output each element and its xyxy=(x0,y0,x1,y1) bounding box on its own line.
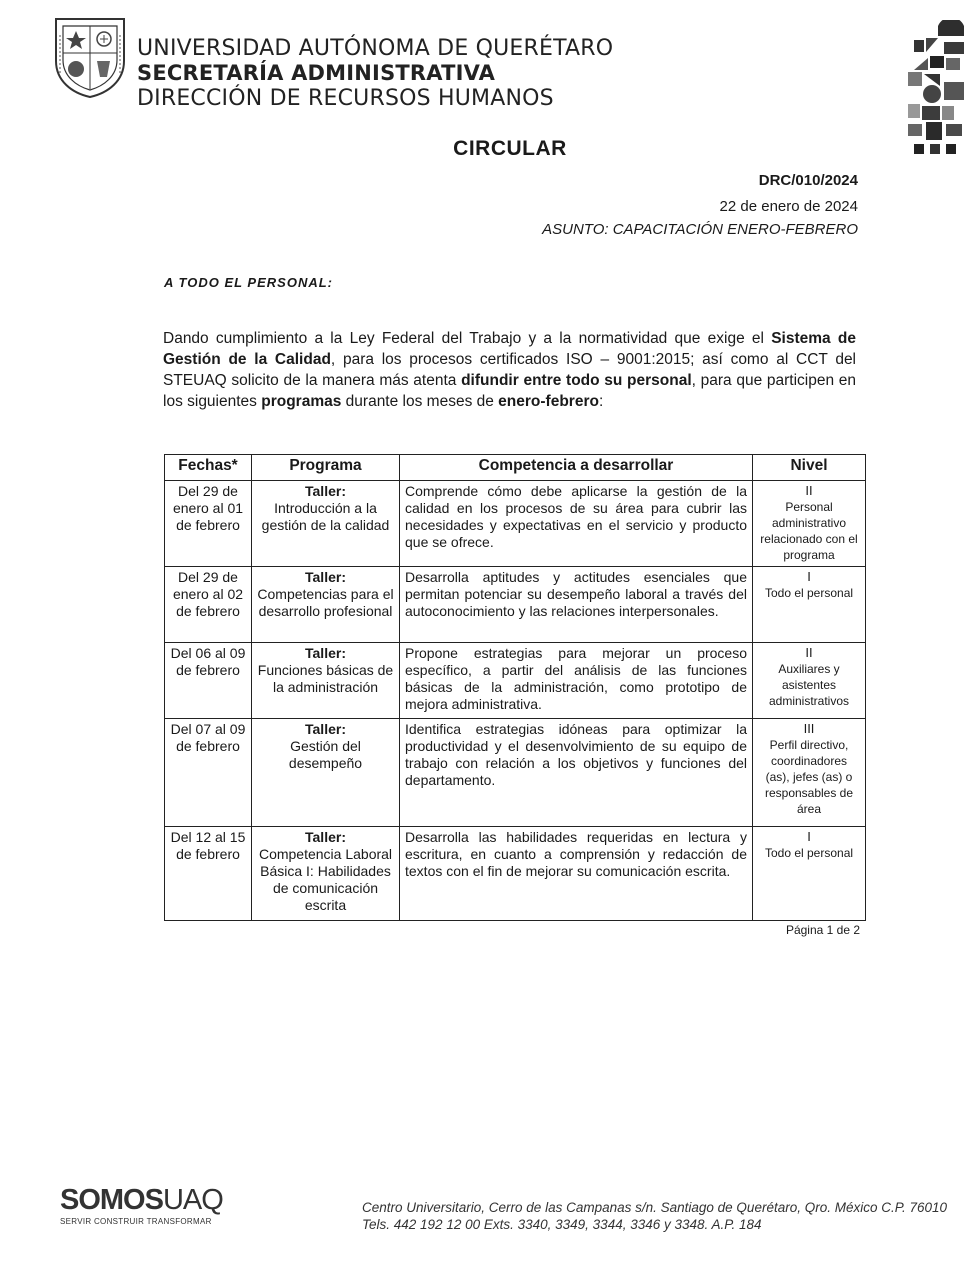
nivel-description: Todo el personal xyxy=(764,586,854,600)
university-name: UNIVERSIDAD AUTÓNOMA DE QUERÉTARO xyxy=(137,36,614,61)
nivel-number: I xyxy=(807,569,811,584)
university-seal-logo xyxy=(52,15,128,99)
cell-competencia: Desarrolla aptitudes y actitudes esenciales que permitan potenciar su desempeño laboral a través del autoconocimiento y las relaciones interpersonales. xyxy=(400,567,753,643)
brand-light: UAQ xyxy=(162,1184,223,1216)
nivel-number: II xyxy=(805,645,813,660)
nivel-description: Perfil directivo, coordinadores (as), jefes (as) o responsables de área xyxy=(764,738,854,816)
programa-name: Introducción a la gestión de la calidad xyxy=(261,500,390,533)
nivel-description: Personal administrativo relacionado con el programa xyxy=(760,500,858,562)
programa-type: Taller: xyxy=(305,569,346,585)
programa-type: Taller: xyxy=(305,721,346,737)
cell-fechas: Del 12 al 15 de febrero xyxy=(165,827,252,921)
programa-name: Competencia Laboral Básica I: Habilidades de comunicación escrita xyxy=(258,846,393,913)
document-code: DRC/010/2024 xyxy=(758,172,858,189)
cell-fechas: Del 06 al 09 de febrero xyxy=(165,643,252,719)
intro-paragraph xyxy=(163,328,856,412)
footer-brand-logo xyxy=(60,1185,223,1226)
cell-competencia: Propone estrategias para mejorar un proceso específico, a partir del análisis de las funciones básicas de la administración, como prototipo de mejora administrativa. xyxy=(400,643,753,719)
programa-name: Gestión del desempeño xyxy=(288,738,363,771)
cell-competencia: Comprende cómo debe aplicarse la gestión de la calidad en los procesos de su área para cubrir las necesidades y expectativas en el servicio y producto que se ofrece. xyxy=(400,481,753,567)
programa-type: Taller: xyxy=(305,483,346,499)
table-row xyxy=(165,827,866,921)
cell-programa xyxy=(252,719,400,827)
document-subject: ASUNTO: CAPACITACIÓN ENERO-FEBRERO xyxy=(542,221,858,238)
greeting: A TODO EL PERSONAL: xyxy=(164,275,333,290)
header-programa: Programa xyxy=(252,455,400,481)
programa-name: Funciones básicas de la administración xyxy=(257,662,394,695)
cell-programa xyxy=(252,643,400,719)
brand-slogan: SERVIR CONSTRUIR TRANSFORMAR xyxy=(60,1217,212,1226)
intro-text-1: Dando cumplimiento a la Ley Federal del Trabajo y a la normatividad que exige el xyxy=(163,330,772,347)
intro-text-2: , para los procesos certificados ISO – 9001:2015; así como al CCT del STEUAQ solicito de la manera más atenta xyxy=(163,351,857,389)
table-row xyxy=(165,719,866,827)
direction-name: DIRECCIÓN DE RECURSOS HUMANOS xyxy=(137,86,554,111)
cell-nivel xyxy=(753,719,866,827)
intro-text-3: , para que participen en los siguientes xyxy=(163,372,856,410)
table-row xyxy=(165,567,866,643)
cell-nivel xyxy=(753,567,866,643)
cell-fechas: Del 29 de enero al 01 de febrero xyxy=(165,481,252,567)
intro-text-5: : xyxy=(598,393,604,410)
intro-bold-3: programas xyxy=(261,393,342,410)
table-row xyxy=(165,481,866,567)
cell-fechas: Del 29 de enero al 02 de febrero xyxy=(165,567,252,643)
intro-bold-2: difundir entre todo su personal xyxy=(461,372,692,389)
cell-programa xyxy=(252,827,400,921)
cell-competencia: Desarrolla las habilidades requeridas en lectura y escritura, en cuanto a comprensión y redacción de textos con el fin de mejorar su comunicación escrita. xyxy=(400,827,753,921)
cell-nivel xyxy=(753,481,866,567)
table-row xyxy=(165,643,866,719)
nivel-number: III xyxy=(803,721,815,736)
nivel-description: Auxiliares y asistentes administrativos xyxy=(768,662,850,708)
intro-bold-4: enero-febrero xyxy=(498,393,599,410)
training-schedule-table xyxy=(164,454,866,921)
nivel-number: II xyxy=(805,483,813,498)
cell-programa xyxy=(252,567,400,643)
address-line-1: Centro Universitario, Cerro de las Campanas s/n. Santiago de Querétaro, Qro. México C.P. 76010 xyxy=(362,1200,948,1215)
header-nivel: Nivel xyxy=(753,455,866,481)
cell-nivel xyxy=(753,827,866,921)
brand-bold: SOMOS xyxy=(60,1184,163,1216)
intro-bold-1: Sistema de Gestión de la Calidad xyxy=(163,330,856,368)
cell-programa xyxy=(252,481,400,567)
header-fechas: Fechas* xyxy=(165,455,252,481)
secretariat-name: SECRETARÍA ADMINISTRATIVA xyxy=(137,61,496,85)
nivel-number: I xyxy=(807,829,811,844)
cell-competencia: Identifica estrategias idóneas para optimizar la productividad y el desenvolvimiento de su equipo de trabajo con relación a los objetivos y funciones del departamento. xyxy=(400,719,753,827)
programa-name: Competencias para el desarrollo profesional xyxy=(257,586,394,619)
table-header-row xyxy=(165,455,866,481)
programa-type: Taller: xyxy=(305,829,346,845)
page-number: Página 1 de 2 xyxy=(785,923,860,937)
nivel-description: Todo el personal xyxy=(764,846,854,860)
address-line-2: Tels. 442 192 12 00 Exts. 3340, 3349, 3344, 3346 y 3348. A.P. 184 xyxy=(362,1217,762,1232)
programa-type: Taller: xyxy=(305,645,346,661)
footer-address xyxy=(362,1199,947,1233)
cell-fechas: Del 07 al 09 de febrero xyxy=(165,719,252,827)
document-type-title: CIRCULAR xyxy=(453,137,567,160)
cell-nivel xyxy=(753,643,866,719)
header-competencia: Competencia a desarrollar xyxy=(400,455,753,481)
document-date: 22 de enero de 2024 xyxy=(719,198,858,215)
intro-text-4: durante los meses de xyxy=(341,393,499,410)
letterhead-titles xyxy=(137,36,613,111)
